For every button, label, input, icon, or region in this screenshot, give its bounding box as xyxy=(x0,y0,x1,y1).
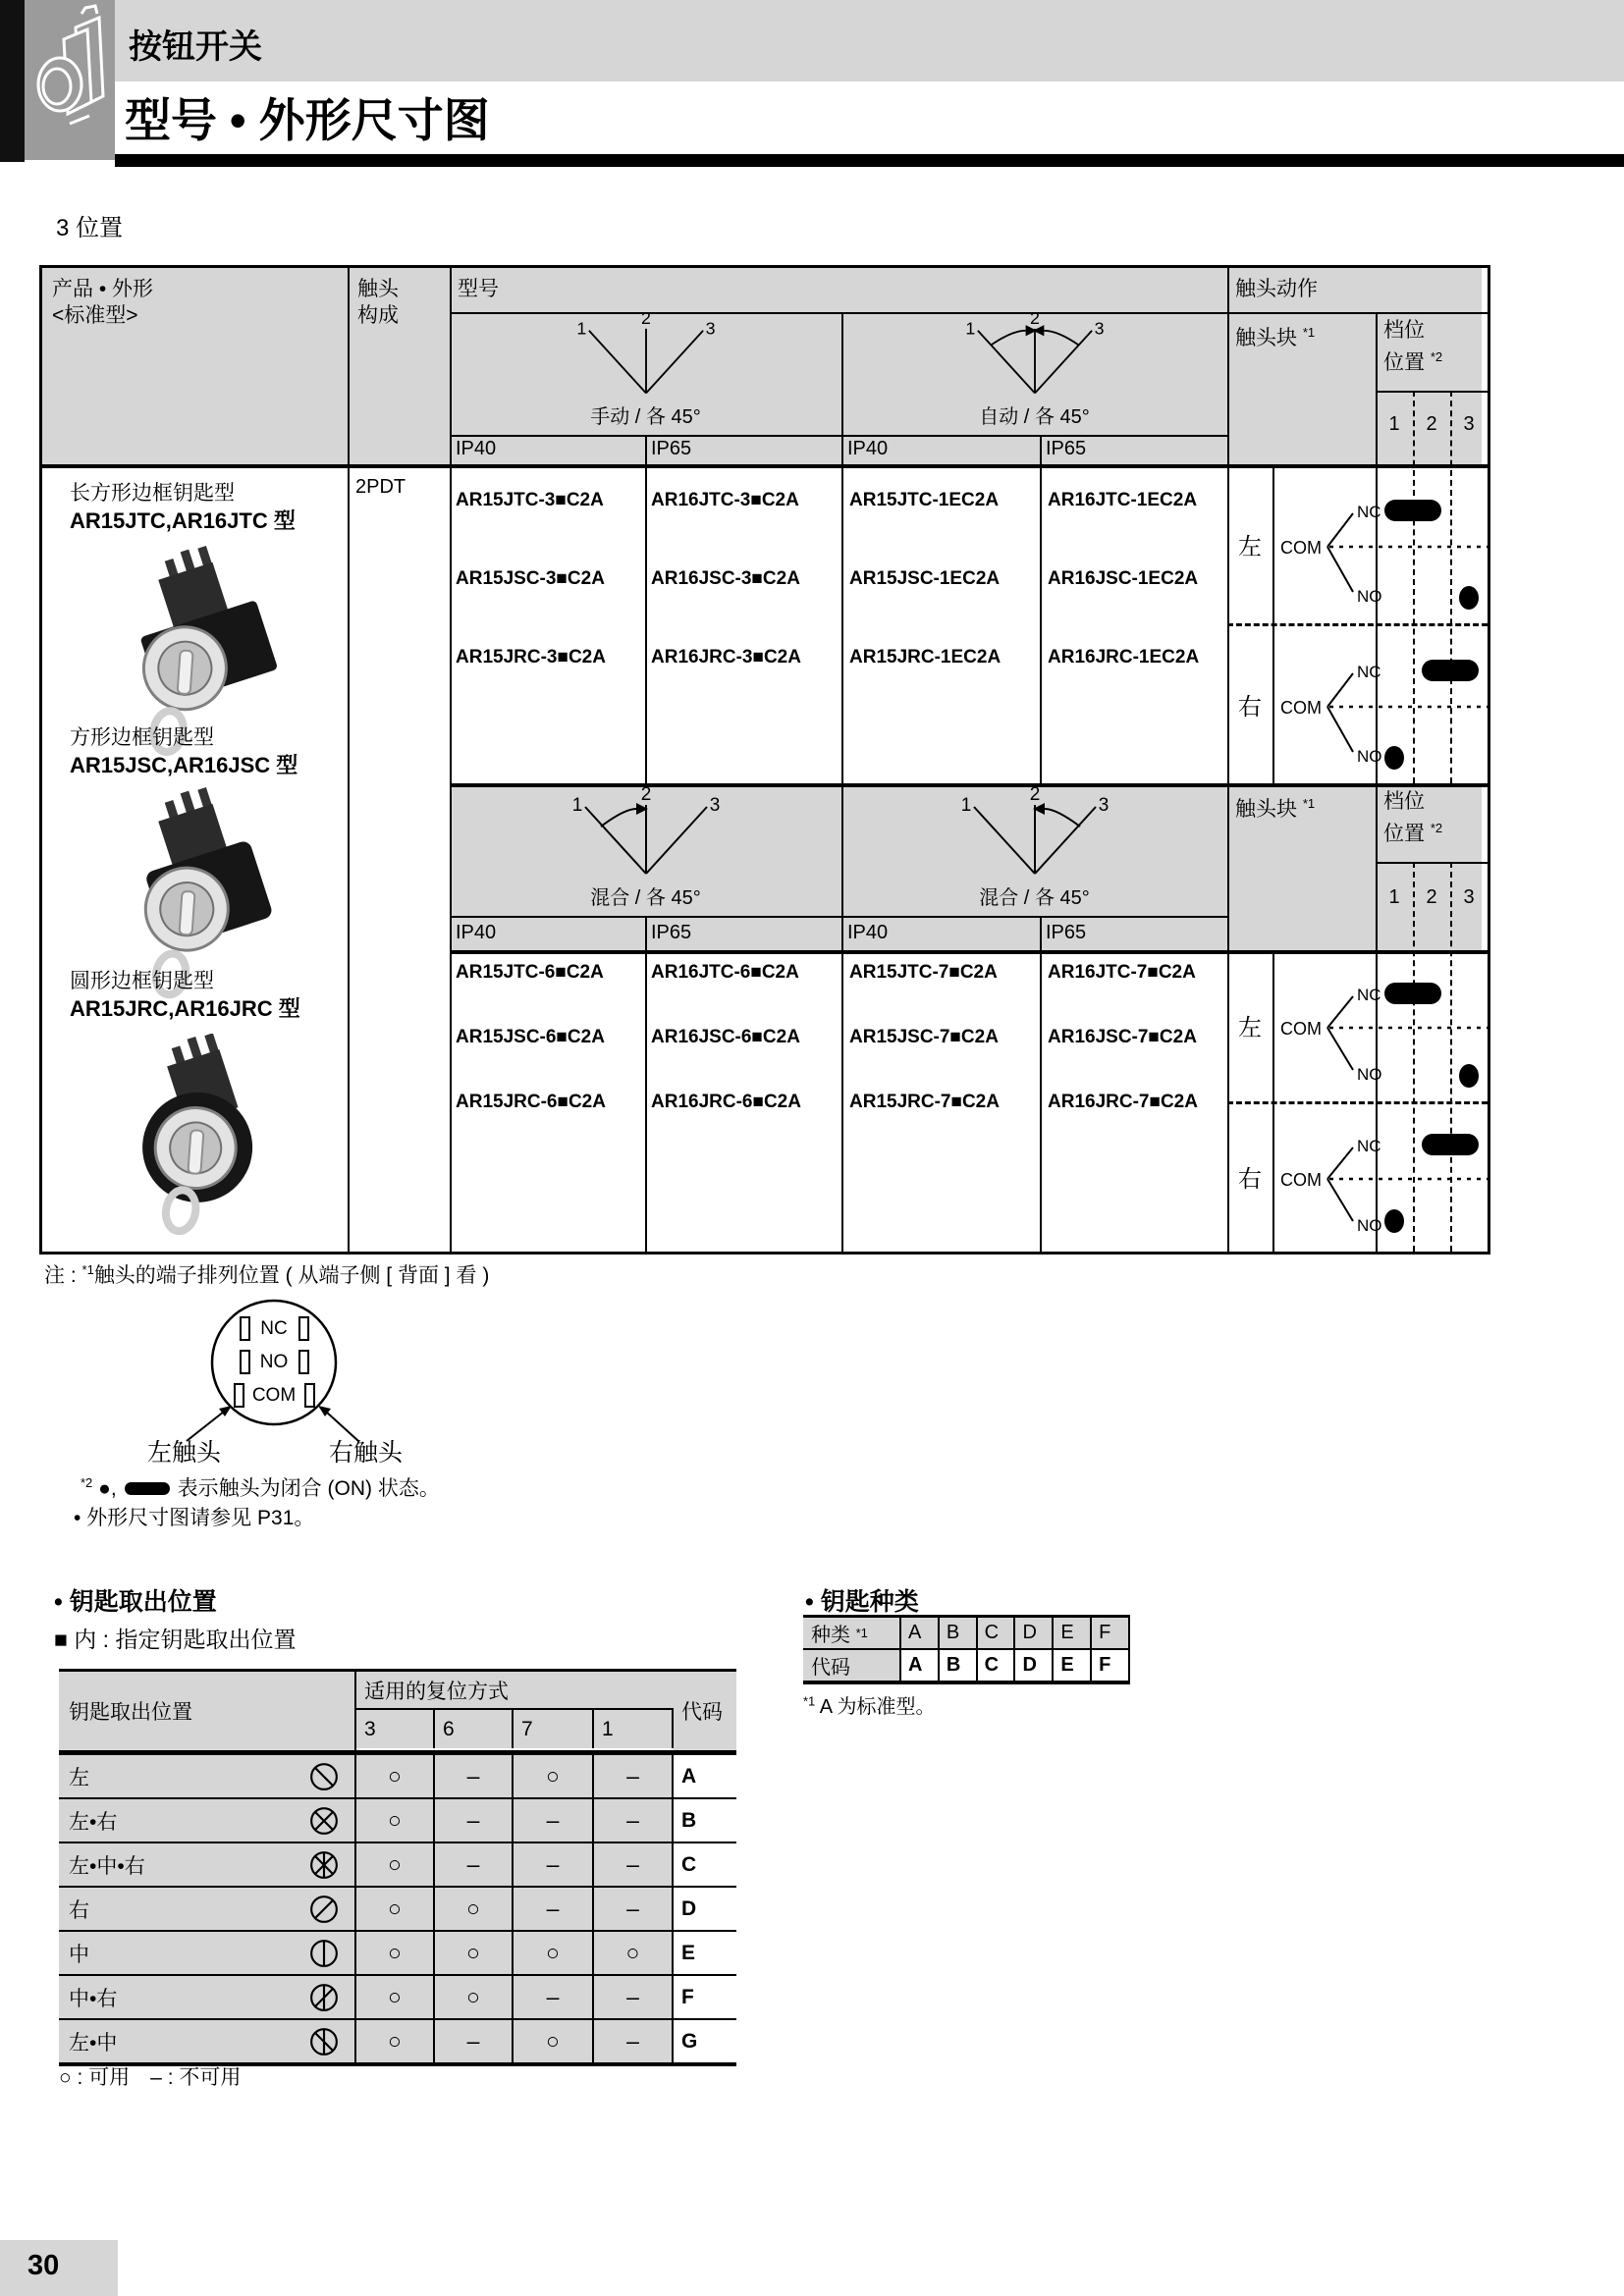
ip-label: IP65 xyxy=(1046,922,1087,943)
key-position-icon-left xyxy=(309,1762,339,1791)
reset-code-header: 6 xyxy=(435,1710,514,1748)
svg-text:NO: NO xyxy=(1357,1216,1382,1235)
product-models: AR15JTC,AR16JTC 型 xyxy=(70,508,296,533)
svg-text:COM: COM xyxy=(251,1385,297,1406)
reset-code-header: 3 xyxy=(356,1710,435,1748)
on-state-dot-right-no xyxy=(1384,746,1404,770)
svg-text:右: 右 xyxy=(1238,1166,1262,1193)
key-position-icon-right xyxy=(309,1895,339,1924)
table-row: 右 ○ ○ – – D xyxy=(59,1886,736,1930)
note-1: 注 : $^{*1}$触头的端子排列位置 ( 从端子侧 [ 背面 ] 看 ) xyxy=(44,1262,490,1287)
gear-pos-3-band1: 3 xyxy=(1463,413,1475,435)
model-number: AR15JRC-6■C2A xyxy=(456,1092,606,1112)
on-state-dot-left-no xyxy=(1459,1064,1479,1088)
section-heading: 3 位置 xyxy=(56,215,124,241)
on-state-dot-left-no xyxy=(1459,586,1479,610)
rule-gear2 xyxy=(1376,862,1488,864)
key-position-icon-left-center-right xyxy=(309,1850,339,1880)
position-diagram-mixed-right xyxy=(937,787,1133,881)
table-row: 左 ○ – ○ – A xyxy=(59,1753,736,1797)
svg-text:2: 2 xyxy=(640,312,651,329)
model-number: AR15JSC-7■C2A xyxy=(849,1027,999,1047)
rule-ip1 xyxy=(450,435,1227,437)
col-header-gear-2: 档位 位置 $^{*2}$ xyxy=(1383,790,1443,845)
key-position-icon-center xyxy=(309,1939,339,1968)
svg-text:NC: NC xyxy=(260,1318,288,1339)
table-row: 中 ○ ○ ○ ○ E xyxy=(59,1930,736,1974)
column-header-code: 代码 xyxy=(674,1672,736,1750)
model-number: AR16JSC-1EC2A xyxy=(1048,568,1199,589)
on-state-pill-right-nc xyxy=(1422,660,1479,681)
product-models: AR15JRC,AR16JRC 型 xyxy=(70,996,300,1021)
svg-text:右: 右 xyxy=(1238,694,1262,721)
ip-label: IP40 xyxy=(847,922,889,943)
key-removal-legend: ○ : 可用 – : 不可用 xyxy=(59,2066,242,2089)
svg-text:2: 2 xyxy=(640,787,651,805)
diagram-label: 自动 / 各 45° xyxy=(979,406,1090,428)
left-contact-label: 左触头 xyxy=(147,1439,222,1467)
model-number: AR15JSC-6■C2A xyxy=(456,1027,605,1047)
gear-pos-2-band1: 2 xyxy=(1426,413,1437,435)
model-cell xyxy=(456,464,642,668)
key-removal-subtitle: ■ 内 : 指定钥匙取出位置 xyxy=(54,1627,297,1652)
svg-text:左: 左 xyxy=(1238,534,1262,561)
gear-pos-3-band2: 3 xyxy=(1463,886,1475,908)
model-number: AR15JTC-3■C2A xyxy=(456,490,604,510)
product-name: 方形边框钥匙型 xyxy=(70,726,214,749)
svg-text:NC: NC xyxy=(1357,1137,1381,1155)
svg-text:2: 2 xyxy=(1029,787,1040,805)
reset-code-header: 1 xyxy=(594,1710,674,1748)
footer-page-box xyxy=(0,2240,118,2296)
col-header-contact-comp: 触头 构成 xyxy=(357,278,399,327)
ip-label: IP65 xyxy=(651,438,692,459)
diagram-label: 混合 / 各 45° xyxy=(590,887,701,909)
svg-text:2: 2 xyxy=(1029,312,1040,329)
model-number: AR16JTC-6■C2A xyxy=(651,962,799,983)
diagram-manual xyxy=(450,312,841,435)
rule-v3a xyxy=(645,435,647,783)
table-row: 代码 A B C D E F xyxy=(803,1648,1130,1681)
key-type-note: $^{*1}$ A 为标准型。 xyxy=(803,1693,936,1718)
model-number: AR16JSC-3■C2A xyxy=(651,568,800,589)
model-number: AR15JTC-1EC2A xyxy=(849,490,1000,510)
model-cell xyxy=(849,464,1036,668)
product-name: 长方形边框钥匙型 xyxy=(70,482,235,505)
product-models: AR15JSC,AR16JSC 型 xyxy=(70,753,298,777)
ip-label: IP40 xyxy=(456,922,497,943)
table-row: 中•右 ○ ○ – – F xyxy=(59,1974,736,2018)
model-number: AR15JSC-3■C2A xyxy=(456,568,605,589)
product-name: 圆形边框钥匙型 xyxy=(70,970,214,992)
model-number: AR16JSC-6■C2A xyxy=(651,1027,800,1047)
on-state-pill-left-nc xyxy=(1384,983,1441,1004)
rule-v5b xyxy=(1040,916,1042,1252)
key-type-title: • 钥匙种类 xyxy=(805,1588,919,1616)
on-state-pill-sample xyxy=(125,1482,170,1495)
col-header-product: 产品 • 外形 <标准型> xyxy=(52,278,154,327)
svg-text:COM: COM xyxy=(1280,1019,1322,1039)
note-2: $^{*2}$ ●, 表示触头为闭合 (ON) 状态。 xyxy=(81,1475,440,1500)
svg-text:1: 1 xyxy=(964,318,975,339)
key-position-icon-left-center xyxy=(309,2027,339,2056)
svg-text:1: 1 xyxy=(571,795,582,816)
header-category: 按钮开关 xyxy=(129,28,262,66)
header-left-black-strip xyxy=(0,0,25,162)
model-number: AR15JTC-6■C2A xyxy=(456,962,604,983)
diagram-mixed-7 xyxy=(841,787,1227,916)
svg-text:COM: COM xyxy=(1280,698,1322,718)
model-number: AR15JRC-7■C2A xyxy=(849,1092,1000,1112)
gear-pos-1-band2: 1 xyxy=(1388,886,1400,908)
svg-text:3: 3 xyxy=(1098,795,1109,816)
col-header-model: 型号 xyxy=(458,278,499,300)
column-header-reset: 适用的复位方式 xyxy=(356,1672,674,1710)
col-header-contact-block-2: 触头块 $^{*1}$ xyxy=(1235,796,1316,821)
svg-text:NO: NO xyxy=(1357,587,1382,606)
rule-ip2 xyxy=(450,916,1227,918)
rule-v5a xyxy=(1040,435,1042,783)
ip-label: IP65 xyxy=(1046,438,1087,459)
rule-v1 xyxy=(348,268,350,1252)
rule-v3b xyxy=(645,916,647,1252)
svg-text:3: 3 xyxy=(1094,318,1105,339)
diagram-auto xyxy=(841,312,1227,435)
svg-text:3: 3 xyxy=(705,318,716,339)
model-cell xyxy=(456,950,642,1113)
pushbutton-switch-icon xyxy=(25,0,115,160)
model-number: AR15JSC-1EC2A xyxy=(849,568,1001,589)
model-cell xyxy=(651,464,838,668)
model-number: AR16JTC-1EC2A xyxy=(1048,490,1198,510)
model-number: AR16JRC-7■C2A xyxy=(1048,1092,1198,1112)
diagram-mixed-6 xyxy=(450,787,841,916)
on-state-dot-right-no xyxy=(1384,1209,1404,1233)
ip-label: IP40 xyxy=(456,438,497,459)
col-header-gear-1: 档位 位置 $^{*2}$ xyxy=(1383,319,1443,374)
contact-action-diagram-band2 xyxy=(1227,950,1488,1252)
rule-gear1 xyxy=(1376,391,1488,393)
model-number: AR15JRC-1EC2A xyxy=(849,647,1001,667)
col-header-action: 触头动作 xyxy=(1235,278,1318,300)
on-state-pill-left-nc xyxy=(1384,500,1441,521)
key-position-icon-center-right xyxy=(309,1983,339,2012)
model-number: AR16JRC-3■C2A xyxy=(651,647,801,667)
header-title-band xyxy=(115,0,1624,81)
model-cell xyxy=(1048,950,1224,1113)
gear-pos-1-band1: 1 xyxy=(1388,413,1400,435)
svg-text:3: 3 xyxy=(709,795,720,816)
svg-text:NC: NC xyxy=(1357,986,1381,1004)
rule-v4 xyxy=(841,312,843,1252)
model-number: AR16JTC-7■C2A xyxy=(1048,962,1196,983)
svg-text:NO: NO xyxy=(259,1352,289,1372)
svg-text:左: 左 xyxy=(1238,1015,1262,1041)
ip-label: IP65 xyxy=(651,922,692,943)
table-row: 种类 *1 A B C D E F xyxy=(803,1618,1130,1648)
svg-text:NC: NC xyxy=(1357,663,1381,681)
model-selection-table xyxy=(39,265,1490,1255)
note-3: • 外形尺寸图请参见 P31。 xyxy=(74,1507,315,1529)
header-rule xyxy=(115,154,1624,167)
table-row: 左•中 ○ – ○ – G xyxy=(59,2018,736,2062)
table-row: 左•右 ○ – – – B xyxy=(59,1797,736,1842)
right-contact-label: 右触头 xyxy=(329,1439,404,1467)
position-diagram-auto xyxy=(937,312,1133,400)
page-number: 30 xyxy=(27,2250,60,2281)
key-position-icon-left-right xyxy=(309,1806,339,1836)
diagram-label: 手动 / 各 45° xyxy=(590,406,701,428)
ip-label: IP40 xyxy=(847,438,889,459)
svg-text:NC: NC xyxy=(1357,503,1381,521)
model-number: AR16JRC-6■C2A xyxy=(651,1092,801,1112)
model-number: AR16JSC-7■C2A xyxy=(1048,1027,1197,1047)
table-row: 左•中•右 ○ – – – C xyxy=(59,1842,736,1886)
model-number: AR16JRC-1EC2A xyxy=(1048,647,1200,667)
column-header-position: 钥匙取出位置 xyxy=(59,1672,356,1750)
position-diagram-mixed-left xyxy=(548,787,744,881)
contact-composition-value: 2PDT xyxy=(355,476,406,498)
svg-text:COM: COM xyxy=(1280,538,1322,558)
key-type-table xyxy=(803,1615,1130,1684)
diagram-label: 混合 / 各 45° xyxy=(979,887,1090,909)
model-number: AR16JTC-3■C2A xyxy=(651,490,799,510)
model-cell xyxy=(651,950,838,1113)
svg-text:1: 1 xyxy=(575,318,586,339)
model-number: AR15JRC-3■C2A xyxy=(456,647,606,667)
header-logo-box xyxy=(25,0,115,160)
key-removal-title: • 钥匙取出位置 xyxy=(54,1588,217,1616)
model-cell xyxy=(849,950,1036,1113)
svg-text:COM: COM xyxy=(1280,1170,1322,1190)
page-title: 型号 • 外形尺寸图 xyxy=(125,94,490,146)
key-removal-header xyxy=(59,1672,736,1753)
product-photo-round-key-switch xyxy=(111,1034,293,1235)
reset-code-header: 7 xyxy=(514,1710,594,1748)
col-header-contact-block-1: 触头块 $^{*1}$ xyxy=(1235,325,1316,349)
model-number: AR15JTC-7■C2A xyxy=(849,962,998,983)
key-removal-table xyxy=(59,1669,736,2066)
contact-action-diagram-band1 xyxy=(1227,464,1488,783)
gear-pos-2-band2: 2 xyxy=(1426,886,1437,908)
svg-text:NO: NO xyxy=(1357,1065,1382,1084)
svg-text:NO: NO xyxy=(1357,747,1382,766)
svg-text:1: 1 xyxy=(960,795,971,816)
position-diagram-manual xyxy=(548,312,744,400)
on-state-pill-right-nc xyxy=(1422,1134,1479,1155)
model-cell xyxy=(1048,464,1224,668)
